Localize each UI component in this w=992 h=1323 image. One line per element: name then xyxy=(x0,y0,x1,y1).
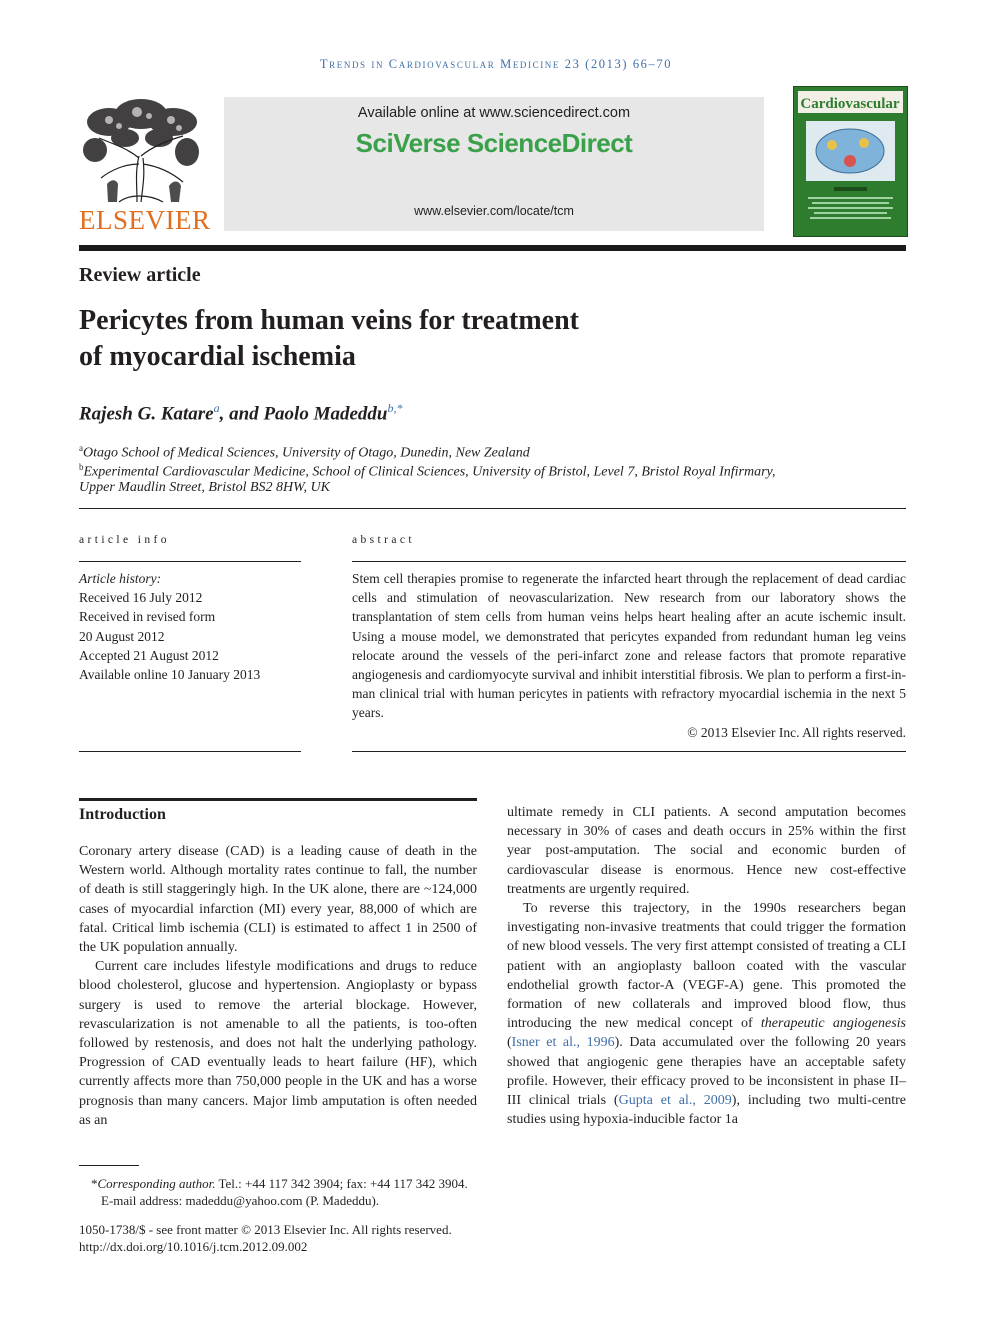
affiliation-text: Upper Maudlin Street, Bristol BS2 8HW, UK xyxy=(79,480,330,495)
affiliation-link-a[interactable]: a xyxy=(213,401,220,415)
article-type: Review article xyxy=(79,264,201,286)
abstract-heading: abstract xyxy=(352,534,415,546)
abstract-body xyxy=(352,569,906,742)
cover-art xyxy=(794,87,907,236)
abstract-rule xyxy=(352,561,906,562)
available-online-text: Available online at www.sciencedirect.com xyxy=(357,105,631,121)
affiliation-link-b[interactable]: b,* xyxy=(387,401,403,415)
journal-name: Trends in Cardiovascular Medicine xyxy=(319,57,561,71)
elsevier-wordmark: ELSEVIER xyxy=(79,205,211,235)
affiliation-rule xyxy=(79,508,906,509)
affiliation-marker: a xyxy=(79,443,83,453)
publication-notes xyxy=(79,1221,452,1255)
issn-line: 1050-1738/$ - see front matter © 2013 Elsevier Inc. All rights reserved. xyxy=(79,1222,452,1237)
author-madeddu[interactable]: Paolo Madeddu xyxy=(263,403,388,425)
article-info-heading: article info xyxy=(79,534,170,546)
history-accepted: Accepted 21 August 2012 xyxy=(79,647,219,663)
doi-link[interactable]: http://dx.doi.org/10.1016/j.tcm.2012.09.002 xyxy=(79,1239,308,1254)
journal-url-link[interactable]: www.elsevier.com/locate/tcm xyxy=(414,204,574,218)
citation-link-gupta[interactable]: Gupta et al., 2009 xyxy=(618,1093,732,1109)
article-history xyxy=(79,569,260,684)
author-separator: , and xyxy=(219,403,264,425)
corr-label: Corresponding author. xyxy=(97,1176,216,1191)
abstract-copyright: © 2013 Elsevier Inc. All rights reserved. xyxy=(687,724,906,740)
affiliation-marker: b xyxy=(79,462,84,472)
paragraph-text: ), including two multi-centre studies using hypoxia-inducible factor 1a xyxy=(507,1093,907,1128)
corresponding-author-note: *Corresponding author. Tel.: +44 117 342 3904; fax: +44 117 342 3904. xyxy=(91,1176,468,1191)
affiliation-text: Experimental Cardiovascular Medicine, School of Clinical Sciences, University of Bristol, Level 7, Bristol Royal Infirmary, xyxy=(83,464,776,480)
author-katare[interactable]: Rajesh G. Katare xyxy=(79,403,214,425)
article-title xyxy=(79,303,779,375)
article-info-bottom-rule xyxy=(79,751,301,752)
citation-link-isner[interactable]: Isner et al., 1996 xyxy=(511,1035,615,1051)
paragraph: Current care includes lifestyle modifications and drugs to reduce blood cholesterol, glucose and hypertension. Angioplasty or bypass surgery is used to remove the arterial blockage. However, revascularization is not amenable to all the patients, is too-often followed by restenosis, and does not halt the underlying pathology. Progression of CAD eventually leads to heart failure (HF), which currently affects more than 750,000 people in the UK and has a worse prognosis than many cancers. Major limb amputation is often needed as an xyxy=(79,959,477,1128)
history-revised-date: 20 August 2012 xyxy=(79,628,165,644)
corr-phone: Tel.: +44 117 342 3904; fax: +44 117 342 3904. xyxy=(215,1176,468,1191)
title-line-1: Pericytes from human veins for treatment xyxy=(79,305,579,336)
email-note: E-mail address: madeddu@yahoo.com (P. Madeddu). xyxy=(101,1193,380,1208)
cover-title: Cardiovascular xyxy=(800,96,900,112)
intro-rule xyxy=(79,798,477,801)
affiliation-text: Otago School of Medical Sciences, University of Otago, Dunedin, New Zealand xyxy=(83,445,530,461)
title-line-2: of myocardial ischemia xyxy=(79,341,356,372)
paragraph-text: ( xyxy=(507,1035,512,1051)
paragraph: ultimate remedy in CLI patients. A second amputation becomes necessary in 30% of cases and death occurs in 25% within the first year post-amputation. The social and economic burden of cardiovascular disease is enormous. Hence new cost-effective treatments are urgently required. xyxy=(507,805,906,897)
left-column xyxy=(79,842,477,1130)
history-label: Article history: xyxy=(79,571,162,586)
header-rule xyxy=(79,245,906,251)
journal-cover-image xyxy=(793,86,908,237)
journal-citation xyxy=(0,57,992,72)
right-column xyxy=(507,803,906,1129)
history-revised: Received in revised form xyxy=(79,609,216,625)
introduction-heading: Introduction xyxy=(79,806,166,823)
abstract-bottom-rule xyxy=(352,751,906,752)
journal-volume: 23 (2013) 66–70 xyxy=(564,57,673,71)
history-online: Available online 10 January 2013 xyxy=(79,667,261,683)
author-list xyxy=(79,401,402,425)
paragraph-text: ). Data accumulated over the following 20 years showed that angiogenic gene therapies have an acceptable safety profile. However, their efficacy proved to be inconsistent in phase II–III clinical trials ( xyxy=(507,1035,906,1109)
affiliation-b-cont xyxy=(79,478,330,497)
sciverse-logo: SciVerse ScienceDirect xyxy=(355,128,633,158)
paragraph xyxy=(507,899,906,1129)
article-info-rule xyxy=(79,561,301,562)
paragraph: Coronary artery disease (CAD) is a leading cause of death in the Western world. Although mortality rates continue to fall, the number of death is still staggeringly high. In the UK alone, there are ~124,000 cases of myocardial infarction (MI) every year, 88,000 of which are fatal. Critical limb ischemia (CLI) is estimated to affect 1 in 2500 of the UK population annually. xyxy=(79,844,477,956)
paragraph-text: To reverse this trajectory, in the 1990s researchers began investigating non-invasive treatments that could trigger the formation of new blood vessels. The very first attempt consisted of treating a CLI patient with an angioplasty balloon coated with the vascular endothelial growth factor-A (VEGF-A) gene. This promoted the formation of new collaterals and improved blood flow, thus introducing the new medical concept of xyxy=(507,901,906,1032)
abstract-text: Stem cell therapies promise to regenerate the infarcted heart through the replacement of dead cardiac cells and stimulation of neovascularization. New research from our laboratory shows the transplantation of stem cells from human veins helps heart healing after an acute ischemic insult. Using a mouse model, we demonstrated that pericytes expanded from redundant human leg veins relocate around the vessels of the peri-infarct zone and release factors that promote reparative angiogenesis and cardiomyocyte survival and inhibit interstitial fibrosis. We plan to perform a first-in-man clinical trial with human pericytes in patients with refractory myocardial ischemia in the next 5 years. xyxy=(352,571,906,721)
history-received: Received 16 July 2012 xyxy=(79,590,203,606)
footnote-rule xyxy=(79,1165,139,1166)
emphasis-text: therapeutic angiogenesis xyxy=(760,1016,906,1032)
